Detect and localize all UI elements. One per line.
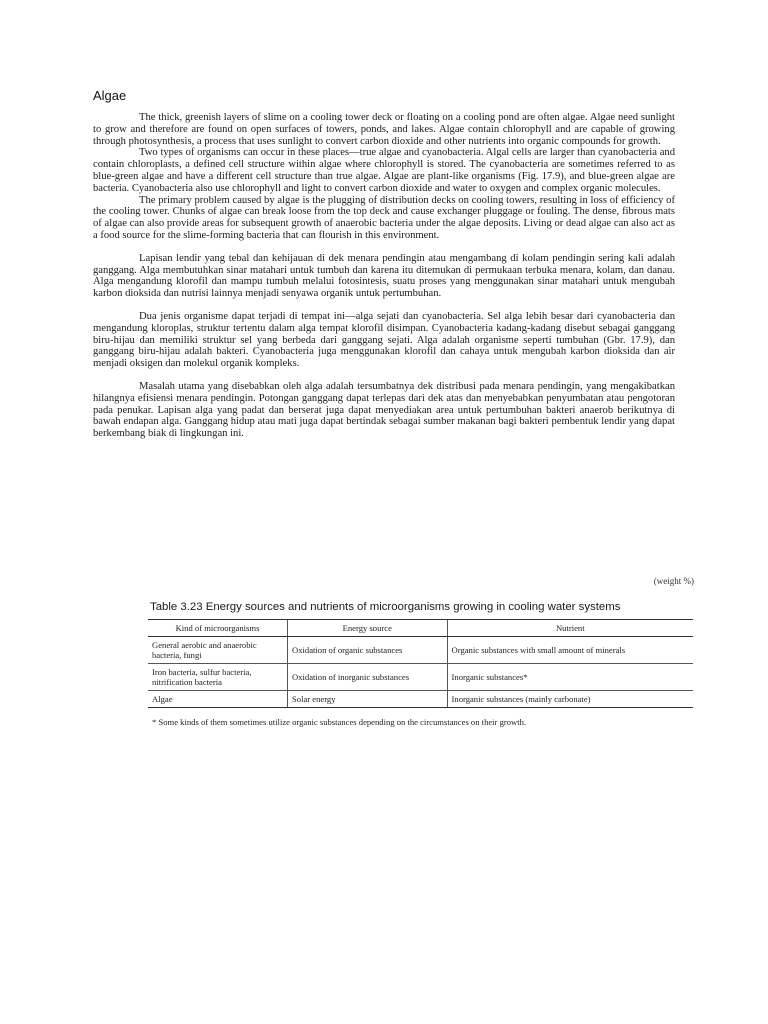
table-row [148,691,693,708]
header-kind: Kind of microorganisms [148,620,288,637]
table-cell: Solar energy [288,691,448,708]
table-unit-note: (weight %) [653,576,694,586]
table-cell: Iron bacteria, sulfur bacteria, nitrification bacteria [148,664,288,691]
paragraph-id-3: Masalah utama yang disebabkan oleh alga adalah tersumbatnya dek distribusi pada menara pendingin, yang mengakibatkan hilangnya efisiensi menara pendingin. Potongan ganggang dapat terlepas dari dek atas dan menyebabkan penyumbatan atau pengotoran pada penukar. Lapisan alga yang padat dan berserat juga dapat menyediakan area untuk pertumbuhan bakteri anaerob berikutnya di bawah endapan alga. Ganggang hidup atau mati juga dapat bertindak sebagai sumber makanan bagi bakteri pembentuk lendir yang dapat berkembang biak di lingkungan ini. [93,380,675,440]
paragraph-en-1: The thick, greenish layers of slime on a cooling tower deck or floating on a cooling pond are often algae. Algae need sunlight to grow and therefore are found on open surfaces of towers, ponds, and lakes. Algae contain chlorophyll and are capable of growing through photosynthesis, a process that uses sunlight to convert carbon dioxide and other nutrients into organic compounds for growth. [93,112,675,147]
paragraph-id-1: Lapisan lendir yang tebal dan kehijauan di dek menara pendingin atau mengambang di kolam pendingin sering kali adalah ganggang. Alga membutuhkan sinar matahari untuk tumbuh dan karena itu ditemukan di permukaan terbuka menara, kolam, dan danau. Alga mengandung klorofil dan mampu tumbuh melalui fotosintesis, suatu proses yang menggunakan sinar matahari untuk mengubah karbon dioksida dan nutrisi lainnya menjadi senyawa organik untuk pertumbuhan. [93,252,675,300]
paragraph-id-2: Dua jenis organisme dapat terjadi di tempat ini—alga sejati dan cyanobacteria. Sel alga lebih besar dari cyanobacteria dan mengandung kloroplas, struktur tertentu dalam alga tempat klorofil disimpan. Cyanobacteria kadang-kadang disebut sebagai ganggang biru-hijau dan memiliki struktur sel yang berbeda dari ganggang sejati. Alga adalah organisme seperti tumbuhan (Gbr. 17.9), dan ganggang biru-hijau adalah bakteri. Cyanobacteria juga menggunakan klorofil dan cahaya untuk mengubah karbon dioksida dan air menjadi oksigen dan molekul organik kompleks. [93,310,675,370]
header-nutrient: Nutrient [447,620,693,637]
table-row [148,637,693,664]
table-cell: Organic substances with small amount of minerals [447,637,693,664]
table-cell: Inorganic substances* [447,664,693,691]
table-footnote: * Some kinds of them sometimes utilize organic substances depending on the circumstances on their growth. [152,717,527,727]
table-cell: Inorganic substances (mainly carbonate) [447,691,693,708]
table-cell: Algae [148,691,288,708]
body-text [93,112,675,440]
table-cell: General aerobic and anaerobic bacteria, fungi [148,637,288,664]
table-title: Table 3.23 Energy sources and nutrients of microorganisms growing in cooling water systems [150,601,621,613]
table-header-row [148,620,693,637]
nutrients-table [148,619,693,708]
table-row [148,664,693,691]
paragraph-en-2: Two types of organisms can occur in these places—true algae and cyanobacteria. Algal cells are larger than cyanobacteria and contain chloroplasts, a defined cell structure within algae where chlorophyll is stored. The cyanobacteria are sometimes referred to as blue-green algae and have a different cell structure than true algae. Algae are plant-like organisms (Fig. 17.9), and blue-green algae are bacteria. Cyanobacteria also use chlorophyll and light to convert carbon dioxide and water to oxygen and complex organic molecules. [93,147,675,194]
table-cell: Oxidation of inorganic substances [288,664,448,691]
paragraph-en-3: The primary problem caused by algae is the plugging of distribution decks on cooling towers, resulting in loss of efficiency of the cooling tower. Chunks of algae can break loose from the top deck and cause exchanger pluggage or fouling. The dense, fibrous mats of algae can also provide areas for subsequent growth of anaerobic bacteria under the algae deposits. Living or dead algae can also act as a food source for the slime-forming bacteria that can flourish in this environment. [93,194,675,241]
table-cell: Oxidation of organic substances [288,637,448,664]
section-heading: Algae [93,88,127,103]
header-energy-source: Energy source [288,620,448,637]
